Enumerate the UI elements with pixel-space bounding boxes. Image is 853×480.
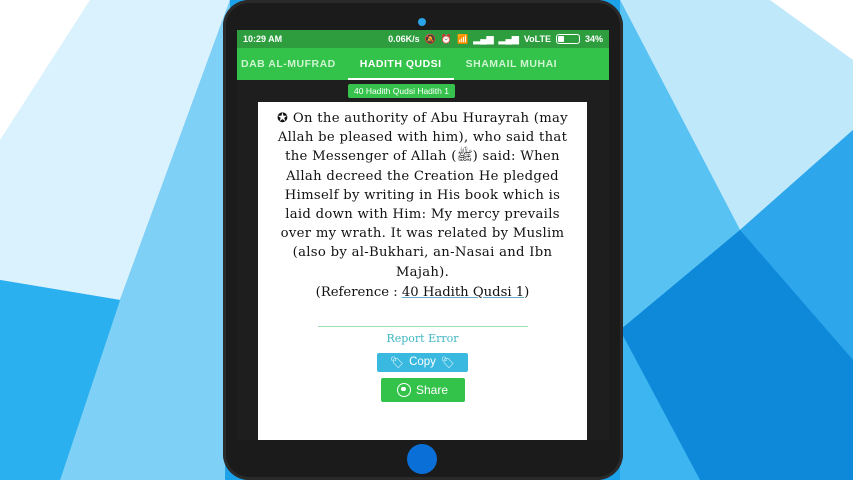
report-error-link[interactable]: Report Error xyxy=(386,331,459,345)
signal-icon-2: ▂▄▆ xyxy=(498,33,519,44)
mute-icon: 🔕 xyxy=(424,33,436,44)
camera-dot xyxy=(418,18,426,26)
share-button[interactable] xyxy=(381,378,465,402)
status-bar xyxy=(237,30,609,48)
reference-suffix: ) xyxy=(524,284,530,300)
tab-bar xyxy=(237,48,609,80)
reference-prefix: (Reference : xyxy=(315,284,402,300)
wifi-icon: 📶 xyxy=(457,33,469,44)
status-time: 10:29 AM xyxy=(243,34,283,44)
tag-icon: 🏷 xyxy=(390,356,405,369)
tab-hadith-qudsi[interactable]: HADITH QUDSI xyxy=(348,48,454,80)
reference-link[interactable]: 40 Hadith Qudsi 1 xyxy=(401,284,525,300)
divider xyxy=(318,326,528,327)
hadith-text-block xyxy=(258,102,587,282)
tab-adab-al-mufrad[interactable]: DAB AL-MUFRAD xyxy=(241,58,336,70)
battery-icon xyxy=(556,34,580,44)
tag-icon: 🏷 xyxy=(440,356,455,369)
network-type: VoLTE xyxy=(523,34,551,44)
tab-shamail-muhammadiyah[interactable]: SHAMAIL MUHAI xyxy=(465,58,558,70)
status-right xyxy=(388,34,603,45)
alarm-icon: ⏰ xyxy=(440,33,453,44)
whatsapp-icon xyxy=(397,383,411,397)
home-button[interactable] xyxy=(407,444,437,474)
battery-percent: 34% xyxy=(584,34,603,44)
share-label: Share xyxy=(415,382,449,397)
copy-button[interactable] xyxy=(377,353,468,372)
copy-label: Copy xyxy=(409,356,436,369)
network-speed: 0.06K/s xyxy=(388,34,420,44)
hadith-card xyxy=(258,102,587,440)
phone-frame xyxy=(223,0,623,480)
signal-icon: ▂▄▆ xyxy=(473,33,494,44)
star-bullet-icon: ✪ xyxy=(277,111,289,126)
hadith-text: On the authority of Abu Hurayrah (may Allah be pleased with him), who said that the Messenger of Allah (ﷺ) said: When Allah decreed the Creation He pledged Himself by writing in His book which is laid down with Him: My mercy prevails over my wrath. It was related by Muslim (also by al-Bukhari, an-Nasai and Ibn Majah). xyxy=(277,111,568,280)
hadith-reference xyxy=(258,283,587,302)
hadith-badge: 40 Hadith Qudsi Hadith 1 xyxy=(348,84,455,98)
battery-fill xyxy=(558,36,564,42)
app-screen xyxy=(237,30,609,440)
